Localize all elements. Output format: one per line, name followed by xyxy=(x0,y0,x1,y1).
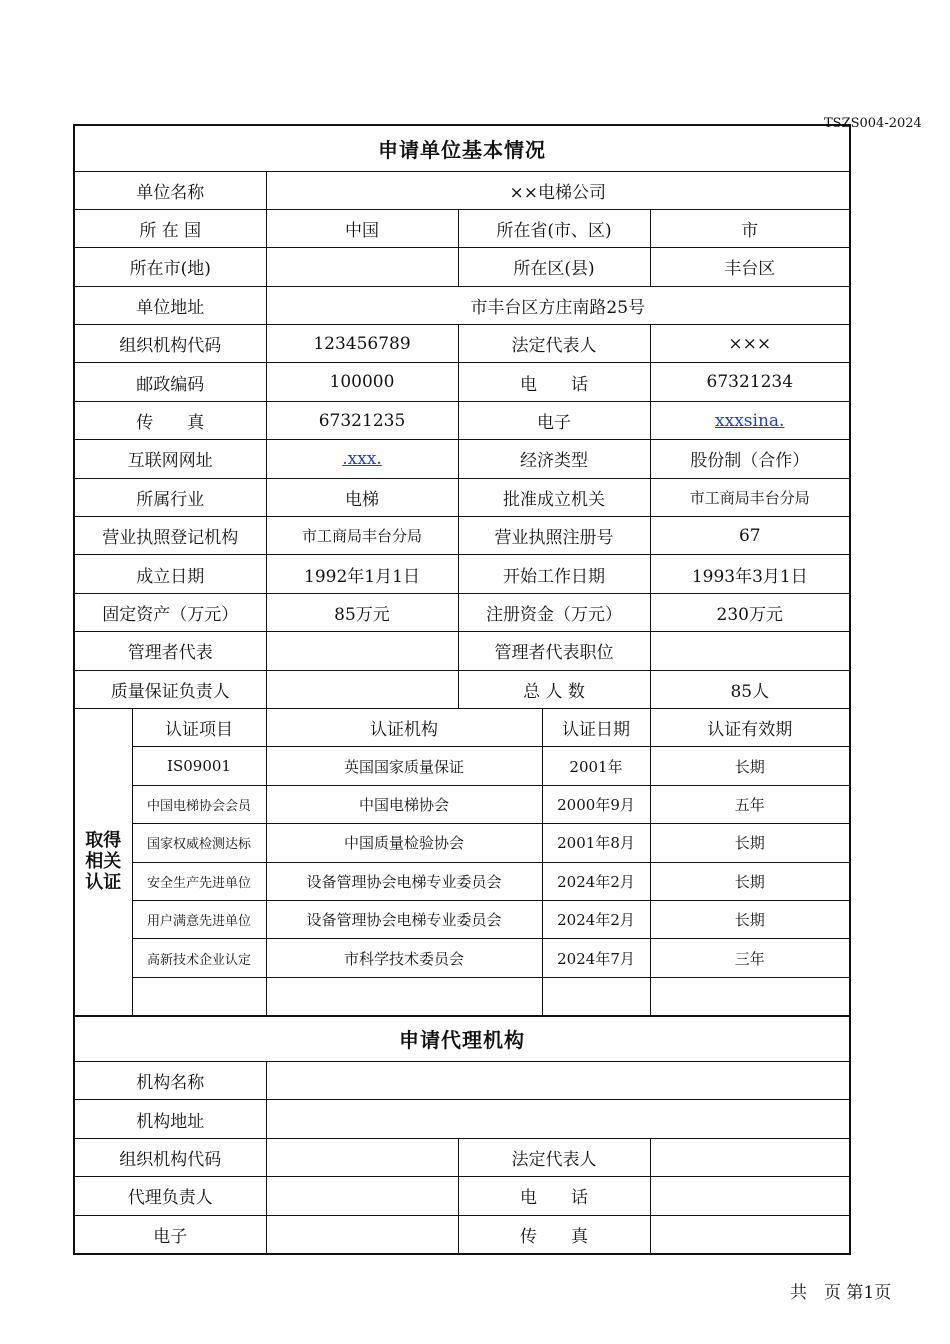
industry-value: 电梯 xyxy=(266,478,458,516)
cert-validity: 长期 xyxy=(650,862,850,900)
cert-row xyxy=(74,747,850,785)
cert-date: 2024年7月 xyxy=(542,939,650,977)
cert-header-date: 认证日期 xyxy=(542,708,650,746)
fax-value: 67321235 xyxy=(266,401,458,439)
cert-date: 2000年9月 xyxy=(542,785,650,823)
cert-row xyxy=(74,824,850,862)
cert-header-validity: 认证有效期 xyxy=(650,708,850,746)
cert-date xyxy=(542,977,650,1015)
page-footer xyxy=(790,1278,891,1303)
qa-head-value xyxy=(266,670,458,708)
district-value: 丰台区 xyxy=(650,248,850,286)
mgmt-rep-label: 管理者代表 xyxy=(74,632,266,670)
applicant-section-title: 申请单位基本情况 xyxy=(74,125,850,171)
agency-fax-label: 传 真 xyxy=(458,1215,650,1253)
license-no-label: 营业执照注册号 xyxy=(458,517,650,555)
email-value[interactable] xyxy=(650,401,850,439)
website-label: 互联网网址 xyxy=(74,440,266,478)
cert-date: 2001年8月 xyxy=(542,824,650,862)
start-work-value: 1993年3月1日 xyxy=(650,555,850,593)
org-code-label: 组织机构代码 xyxy=(74,325,266,363)
cert-row xyxy=(74,785,850,823)
city-value xyxy=(266,248,458,286)
cert-validity: 长期 xyxy=(650,900,850,938)
cert-date: 2024年2月 xyxy=(542,862,650,900)
certifications-side-label: 取得相关认证 xyxy=(74,708,132,1015)
province-label: 所在省(市、区) xyxy=(458,209,650,247)
fixed-assets-label: 固定资产（万元） xyxy=(74,593,266,631)
approval-label: 批准成立机关 xyxy=(458,478,650,516)
staff-value: 85人 xyxy=(650,670,850,708)
agency-email-value xyxy=(266,1215,458,1253)
cert-org: 设备管理协会电梯专业委员会 xyxy=(266,862,542,900)
cert-header-org: 认证机构 xyxy=(266,708,542,746)
unit-name-label: 单位名称 xyxy=(74,171,266,209)
agent-head-value xyxy=(266,1177,458,1215)
cert-row xyxy=(74,900,850,938)
cert-header-item: 认证项目 xyxy=(132,708,266,746)
legal-rep-label: 法定代表人 xyxy=(458,325,650,363)
founded-value: 1992年1月1日 xyxy=(266,555,458,593)
cert-org xyxy=(266,977,542,1015)
cert-validity xyxy=(650,977,850,1015)
address-value: 市丰台区方庄南路25号 xyxy=(266,286,850,324)
district-label: 所在区(县) xyxy=(458,248,650,286)
agency-legal-rep-label: 法定代表人 xyxy=(458,1138,650,1176)
page-total: 共 页 xyxy=(790,1283,841,1303)
cert-org: 设备管理协会电梯专业委员会 xyxy=(266,900,542,938)
cert-row xyxy=(74,862,850,900)
legal-rep-value: ××× xyxy=(650,325,850,363)
cert-date: 2024年2月 xyxy=(542,900,650,938)
agency-fax-value xyxy=(650,1215,850,1253)
cert-row-empty xyxy=(74,977,850,1015)
country-label: 所 在 国 xyxy=(74,209,266,247)
email-link[interactable]: xxxsina. xyxy=(715,410,785,431)
cert-validity: 长期 xyxy=(650,747,850,785)
address-label: 单位地址 xyxy=(74,286,266,324)
mgmt-rep-value xyxy=(266,632,458,670)
mgmt-rep-pos-value xyxy=(650,632,850,670)
cert-row xyxy=(74,939,850,977)
agency-legal-rep-value xyxy=(650,1138,850,1176)
reg-capital-label: 注册资金（万元） xyxy=(458,593,650,631)
start-work-label: 开始工作日期 xyxy=(458,555,650,593)
cert-validity: 长期 xyxy=(650,824,850,862)
postal-value: 100000 xyxy=(266,363,458,401)
agency-org-code-label: 组织机构代码 xyxy=(74,1138,266,1176)
agency-address-value xyxy=(266,1100,850,1138)
qa-head-label: 质量保证负责人 xyxy=(74,670,266,708)
staff-label: 总 人 数 xyxy=(458,670,650,708)
cert-date: 2001年 xyxy=(542,747,650,785)
license-no-value: 67 xyxy=(650,517,850,555)
econ-type-label: 经济类型 xyxy=(458,440,650,478)
country-value: 中国 xyxy=(266,209,458,247)
cert-validity: 五年 xyxy=(650,785,850,823)
application-form xyxy=(73,124,851,1255)
cert-item: 用户满意先进单位 xyxy=(132,900,266,938)
cert-item: 中国电梯协会会员 xyxy=(132,785,266,823)
website-link[interactable]: .xxx. xyxy=(342,448,382,469)
province-value: 市 xyxy=(650,209,850,247)
agency-name-label: 机构名称 xyxy=(74,1062,266,1100)
cert-item xyxy=(132,977,266,1015)
mgmt-rep-pos-label: 管理者代表职位 xyxy=(458,632,650,670)
page-number: 第1页 xyxy=(846,1283,892,1303)
cert-org: 英国国家质量保证 xyxy=(266,747,542,785)
econ-type-value: 股份制（合作） xyxy=(650,440,850,478)
cert-item: 国家权威检测达标 xyxy=(132,824,266,862)
city-label: 所在市(地) xyxy=(74,248,266,286)
reg-capital-value: 230万元 xyxy=(650,593,850,631)
agency-section-title: 申请代理机构 xyxy=(74,1016,850,1062)
approval-value: 市工商局丰台分局 xyxy=(650,478,850,516)
agency-org-code-value xyxy=(266,1138,458,1176)
agency-phone-label: 电 话 xyxy=(458,1177,650,1215)
website-value[interactable] xyxy=(266,440,458,478)
unit-name-value: ××电梯公司 xyxy=(266,171,850,209)
license-org-value: 市工商局丰台分局 xyxy=(266,517,458,555)
industry-label: 所属行业 xyxy=(74,478,266,516)
agency-address-label: 机构地址 xyxy=(74,1100,266,1138)
cert-org: 中国质量检验协会 xyxy=(266,824,542,862)
phone-label: 电 话 xyxy=(458,363,650,401)
cert-item: IS09001 xyxy=(132,747,266,785)
license-org-label: 营业执照登记机构 xyxy=(74,517,266,555)
fax-label: 传 真 xyxy=(74,401,266,439)
org-code-value: 123456789 xyxy=(266,325,458,363)
agency-name-value xyxy=(266,1062,850,1100)
cert-validity: 三年 xyxy=(650,939,850,977)
founded-label: 成立日期 xyxy=(74,555,266,593)
phone-value: 67321234 xyxy=(650,363,850,401)
cert-item: 高新技术企业认定 xyxy=(132,939,266,977)
postal-label: 邮政编码 xyxy=(74,363,266,401)
cert-org: 中国电梯协会 xyxy=(266,785,542,823)
agency-phone-value xyxy=(650,1177,850,1215)
agent-head-label: 代理负责人 xyxy=(74,1177,266,1215)
form-code: TSZS004-2024 xyxy=(824,116,922,131)
fixed-assets-value: 85万元 xyxy=(266,593,458,631)
cert-item: 安全生产先进单位 xyxy=(132,862,266,900)
email-label: 电子 xyxy=(458,401,650,439)
agency-email-label: 电子 xyxy=(74,1215,266,1253)
cert-org: 市科学技术委员会 xyxy=(266,939,542,977)
